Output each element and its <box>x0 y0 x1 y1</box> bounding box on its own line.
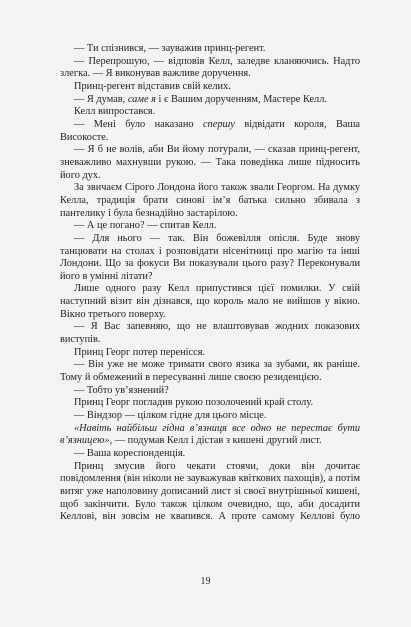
text-run: — А це погано? — спитав Келл. <box>74 220 217 232</box>
italic-text-run: «Навіть найбільш гідна в’язниця все одно не перестає бути в’язницею» <box>60 422 360 447</box>
paragraph <box>60 81 360 94</box>
paragraph <box>60 397 360 410</box>
text-run: відвідати короля, Ваша Високосте. <box>60 118 361 143</box>
paragraph <box>60 423 360 448</box>
text-run: — Він уже не може тримати свого язика за зубами, як раніше. Тому й обмежений в пересуванні лише своєю резиденцією. <box>60 359 360 384</box>
text-run: , — подумав Келл і дістав з кишені другий лист. <box>109 435 322 447</box>
text-run: Принц-регент відставив свій келих. <box>74 80 231 92</box>
paragraph <box>60 385 360 398</box>
text-run: — Віндзор — цілком гідне для цього місце. <box>74 410 267 422</box>
text-run: — Мені було наказано <box>74 118 203 130</box>
text-run: — Для нього — так. Він божевілля опісля. Буде знову танцювати на столах і розповідати нісенітниці про магію та інші Лондони. Що за фокуси Ви показували цього разу? Переконували його в умінні літати? <box>60 232 360 282</box>
text-run: Принц змусив його чекати стоячи, доки він дочитає повідомлення (він ніколи не зауважував квіткових пахощів), а потім витяг уже наполовину дописаний лист зі своєї внутрішньої кишені, щоб закінчити. Було також цілком очевидно, що, аби досадити Келлові, він зовсім не квапився. А проте самому Келлові було <box>60 460 360 523</box>
text-run: За звичаєм Сірого Лондона його також звали Георгом. На думку Келла, традиція брати синові ім’я батька сильно збивала з пантелику і була безнадійно застарілою. <box>60 182 360 219</box>
paragraph <box>60 359 360 384</box>
text-run: і є Вашим дорученням, Мастере Келл. <box>155 93 327 105</box>
paragraph <box>60 43 360 56</box>
paragraph <box>60 94 360 107</box>
paragraph <box>60 448 360 461</box>
text-run: Принц Георг потер перенісся. <box>74 346 206 358</box>
paragraph <box>60 56 360 81</box>
italic-text-run: спершу <box>202 118 235 130</box>
paragraph <box>60 410 360 423</box>
paragraph <box>60 106 360 119</box>
paragraph <box>60 461 360 524</box>
text-run: Лише одного разу Келл припустився цієї помилки. У свій наступний візит він дізнався, що король мало не вийшов у вікно. Вікно третього поверху. <box>60 283 360 320</box>
paragraph <box>60 233 360 284</box>
text-run: — Тобто ув’язнений? <box>74 384 169 396</box>
paragraph <box>60 144 360 182</box>
text-run: — Я Вас запевняю, що не влаштовував жодних показових виступів. <box>60 321 360 346</box>
paragraph <box>60 182 360 220</box>
text-run: — Я б не волів, аби Ви йому потурали, — сказав принц-регент, зневажливо махнувши рукою. — Така поведінка лише підносить його дух. <box>60 144 360 181</box>
paragraph <box>60 283 360 321</box>
text-run: Келл випростався. <box>74 106 156 118</box>
italic-text-run: саме я <box>127 93 156 105</box>
text-run: — Ваша кореспонденція. <box>74 448 186 459</box>
text-run: — Я думав, <box>74 93 128 105</box>
text-run: — Ти спізнився, — зауважив принц-регент. <box>74 43 266 54</box>
page-number: 19 <box>200 576 211 587</box>
paragraph <box>60 119 360 144</box>
text-run: Принц Георг погладив рукою позолочений край столу. <box>74 397 314 409</box>
page-body-text <box>60 43 360 524</box>
paragraph <box>60 347 360 360</box>
paragraph <box>60 220 360 233</box>
text-run: — Перепрошую, — відповів Келл, заледве кланяючись. Надто злегка. — Я виконував важливе доручення. <box>60 55 360 80</box>
paragraph <box>60 321 360 346</box>
